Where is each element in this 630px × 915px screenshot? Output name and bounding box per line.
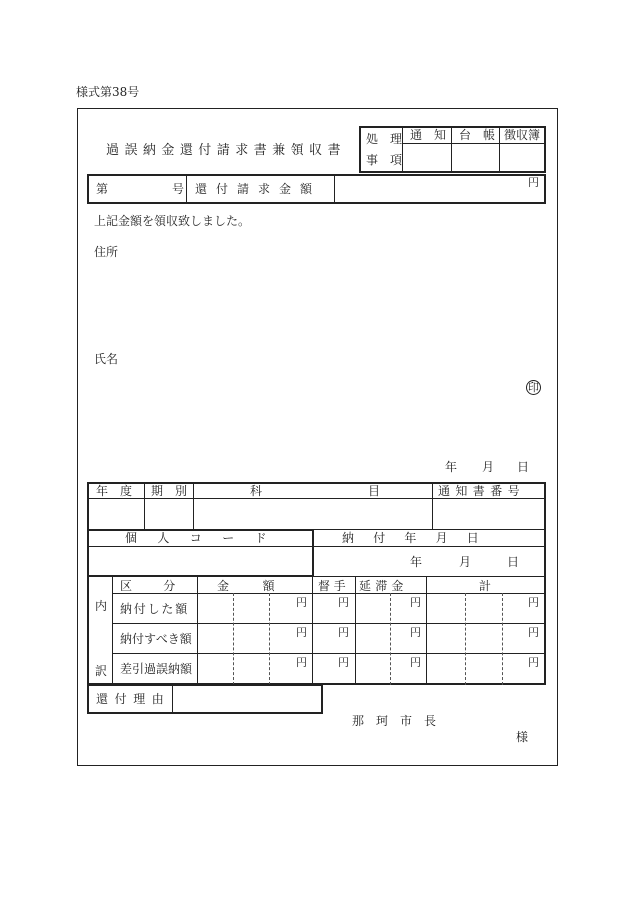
form-title: 過誤納金還付請求書兼領収書 — [106, 143, 346, 158]
yen-amount-2: 円 — [296, 626, 307, 639]
col-total: 計 — [479, 579, 492, 593]
yen-fee-1: 円 — [338, 596, 349, 609]
col-year: 年 度 — [96, 484, 133, 498]
yen-amount-1: 円 — [296, 596, 307, 609]
request-amount-label: 還付請求金額 — [195, 182, 322, 196]
processing-col-notice: 通 知 — [410, 128, 447, 142]
date-month: 月 — [482, 460, 495, 474]
col-fee: 督手 — [318, 579, 350, 593]
yen-total-3: 円 — [528, 656, 539, 669]
received-text: 上記金額を領収致しました。 — [94, 214, 251, 228]
col-category: 区 分 — [120, 579, 185, 593]
yen-delay-3: 円 — [410, 656, 421, 669]
date-day: 日 — [517, 460, 530, 474]
col-amount: 金 額 — [217, 579, 286, 593]
payment-date-month: 月 — [459, 555, 472, 569]
date-year: 年 — [445, 460, 458, 474]
col-notice-number: 通知書番号 — [438, 484, 526, 498]
sama-label: 様 — [516, 730, 529, 744]
seal-mark: 印 — [528, 381, 539, 394]
processing-label-bottom: 事 項 — [366, 153, 403, 167]
mayor-name: 那 珂 市 長 — [352, 714, 437, 728]
col-subject-left: 科 — [250, 484, 263, 498]
payment-date-day: 日 — [507, 555, 520, 569]
request-number-label: 第 — [96, 182, 109, 196]
processing-label-top: 処 理 — [366, 132, 403, 146]
processing-col-receipt-book: 徴収簿 — [504, 128, 541, 142]
row-paid-label: 納付した額 — [120, 602, 190, 616]
col-subject-right: 目 — [368, 484, 381, 498]
yen-delay-2: 円 — [410, 626, 421, 639]
address-label: 住所 — [94, 245, 119, 259]
payment-date-year: 年 — [410, 555, 423, 569]
request-number-suffix: 号 — [172, 182, 185, 196]
request-yen: 円 — [528, 176, 539, 189]
yen-fee-2: 円 — [338, 626, 349, 639]
name-label: 氏名 — [94, 352, 119, 366]
personal-code-label: 個 人 コ ー ド — [125, 531, 271, 545]
refund-reason-label: 還付理由 — [96, 692, 171, 706]
yen-fee-3: 円 — [338, 656, 349, 669]
breakdown-side-bottom: 訳 — [95, 664, 108, 678]
yen-delay-1: 円 — [410, 596, 421, 609]
form-number: 様式第38号 — [76, 85, 140, 99]
yen-total-2: 円 — [528, 626, 539, 639]
col-delay: 延滞金 — [359, 579, 408, 593]
breakdown-side-top: 内 — [95, 599, 108, 613]
row-diff-label: 差引過誤納額 — [120, 662, 193, 676]
row-due-label: 納付すべき額 — [120, 632, 192, 646]
col-period: 期 別 — [151, 484, 188, 498]
payment-date-label: 納 付 年 月 日 — [342, 531, 483, 545]
yen-amount-3: 円 — [296, 656, 307, 669]
yen-total-1: 円 — [528, 596, 539, 609]
processing-col-ledger: 台 帳 — [459, 128, 496, 142]
